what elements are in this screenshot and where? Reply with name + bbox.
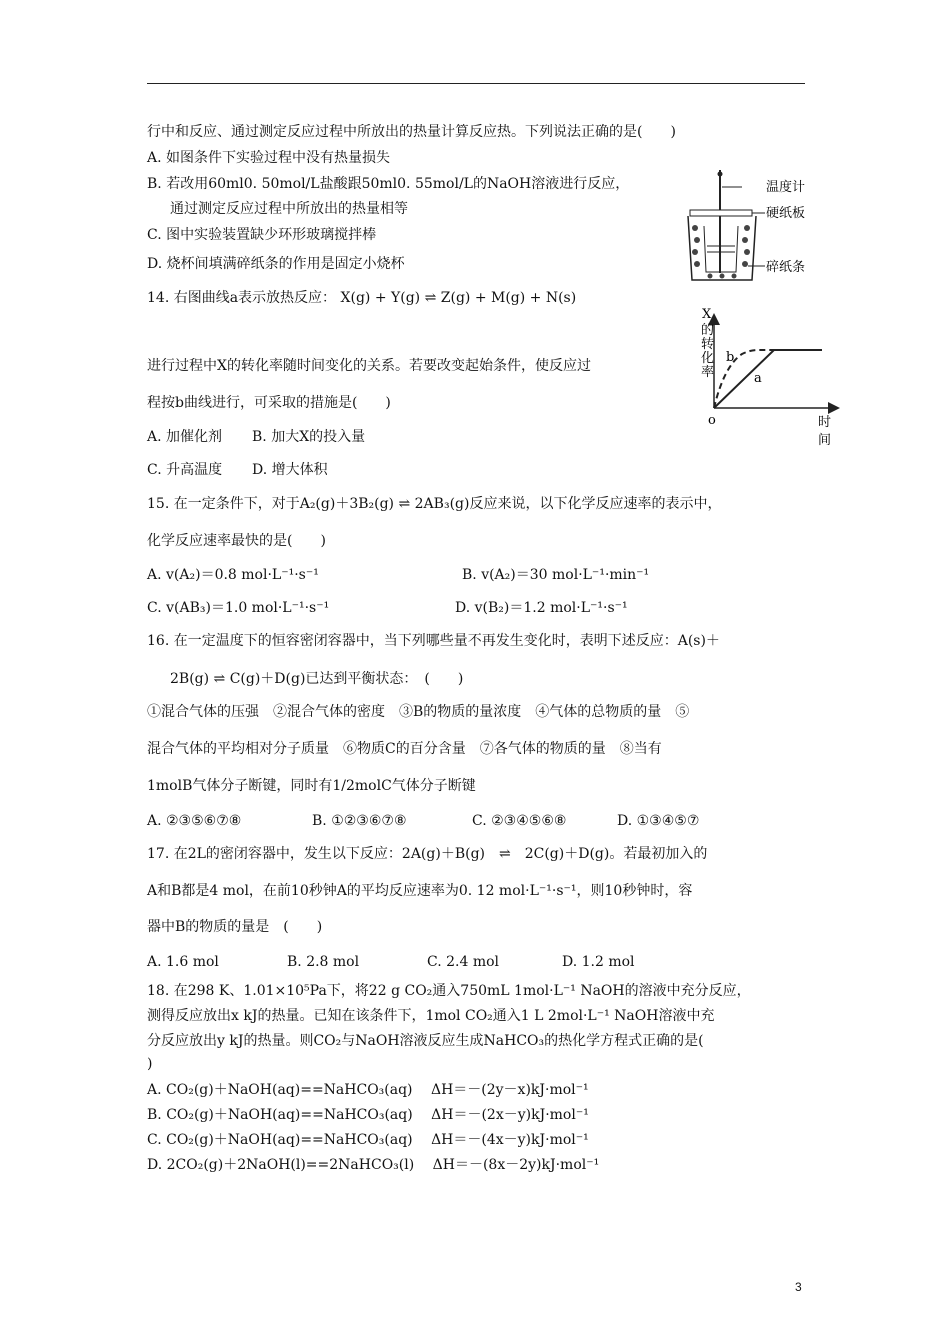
q16-option-a: A. ②③⑤⑥⑦⑧: [147, 813, 242, 829]
x-axis-label-2: 间: [818, 433, 832, 448]
q13-option-b-cont: 通过测定反应过程中所放出的热量相等: [170, 201, 408, 217]
q18-option-d: D. 2CO₂(g)＋2NaOH(l)==2NaHCO₃(l) ΔH＝－(8x－2y)kJ·mol⁻¹: [147, 1157, 600, 1173]
q15-option-c: C. v(AB₃)＝1.0 mol·L⁻¹·s⁻¹: [147, 600, 330, 616]
q16-stem-2: 2B(g) ⇌ C(g)＋D(g)已达到平衡状态： ( ): [170, 671, 464, 687]
q13-option-c: C. 图中实验装置缺少环形玻璃搅拌棒: [147, 227, 377, 243]
q17-stem-3: 器中B的物质的量是 ( ): [147, 919, 323, 935]
q15-option-a: A. v(A₂)＝0.8 mol·L⁻¹·s⁻¹: [147, 567, 319, 583]
q17-option-c: C. 2.4 mol: [427, 954, 500, 970]
q14-options-row1: [147, 428, 365, 446]
paper-scraps-label: 碎纸条: [766, 260, 806, 275]
q16-items-3: 1molB气体分子断键，同时有1/2molC气体分子断键: [147, 778, 476, 794]
q14-stem-3: 程按b曲线进行，可采取的措施是( ): [147, 395, 391, 411]
q17-option-d: D. 1.2 mol: [562, 954, 635, 970]
q17-options: [147, 953, 635, 971]
q18-stem-3: 分反应放出y kJ的热量。则CO₂与NaOH溶液反应生成NaHCO₃的热化学方程式正确的是(: [147, 1033, 704, 1049]
x-axis-label-1: 时: [818, 415, 832, 430]
q15-option-b: B. v(A₂)＝30 mol·L⁻¹·min⁻¹: [462, 567, 650, 583]
origin-label: o: [708, 413, 716, 428]
q14-option-c: C. 升高温度: [147, 462, 223, 478]
y-axis-label-1: 的: [701, 323, 715, 338]
q14-stem-2: 进行过程中X的转化率随时间变化的关系。若要改变起始条件，使反应过: [147, 358, 591, 374]
q14-options-row2: [147, 461, 328, 479]
q16-option-b: B. ①②③⑥⑦⑧: [312, 813, 407, 829]
q17-stem-1: 17. 在2L的密闭容器中，发生以下反应：2A(g)＋B(g) ⇌ 2C(g)＋D(g)。若最初加入的: [147, 846, 708, 862]
cardboard-label: 硬纸板: [766, 206, 806, 221]
q15-options-row2: [147, 599, 628, 617]
q17-option-b: B. 2.8 mol: [287, 954, 360, 970]
q16-stem-1: 16. 在一定温度下的恒容密闭容器中，当下列哪些量不再发生变化时，表明下述反应：A(s)＋: [147, 633, 720, 649]
q16-option-d: D. ①③④⑤⑦: [617, 813, 700, 829]
q13-stem: 行中和反应、通过测定反应过程中所放出的热量计算反应热。下列说法正确的是( ): [147, 124, 676, 140]
q15-options-row1: [147, 566, 649, 584]
q18-stem-4: ): [147, 1056, 153, 1072]
q14-option-a: A. 加催化剂: [147, 429, 223, 445]
y-axis-label-4: 率: [701, 365, 715, 380]
q18-stem-1: 18. 在298 K、1.01×10⁵Pa下，将22 g CO₂通入750mL 1mol·L⁻¹ NaOH的溶液中充分反应，: [147, 983, 751, 999]
q15-option-d: D. v(B₂)＝1.2 mol·L⁻¹·s⁻¹: [455, 600, 628, 616]
q16-items-1: ①混合气体的压强 ②混合气体的密度 ③B的物质的量浓度 ④气体的总物质的量 ⑤: [147, 704, 690, 720]
y-axis-label-2: 转: [701, 337, 715, 352]
q18-option-c: C. CO₂(g)＋NaOH(aq)==NaHCO₃(aq) ΔH＝－(4x－y)kJ·mol⁻¹: [147, 1132, 589, 1148]
conversion-time-graph: [692, 306, 842, 454]
q17-stem-2: A和B都是4 mol，在前10秒钟A的平均反应速率为0. 12 mol·L⁻¹·s⁻¹，则10秒钟时，容: [147, 883, 693, 899]
calorimeter-figure: [680, 168, 820, 288]
q18-stem-2: 测得反应放出x kJ的热量。已知在该条件下，1mol CO₂通入1 L 2mol·L⁻¹ NaOH溶液中充: [147, 1008, 715, 1024]
q14-option-b: B. 加大X的投入量: [252, 429, 366, 445]
q16-option-c: C. ②③④⑤⑥⑧: [472, 813, 567, 829]
q15-stem-2: 化学反应速率最快的是( ): [147, 533, 326, 549]
q18-option-b: B. CO₂(g)＋NaOH(aq)==NaHCO₃(aq) ΔH＝－(2x－y)kJ·mol⁻¹: [147, 1107, 589, 1123]
q13-option-b: B. 若改用60ml0. 50mol/L盐酸跟50ml0. 55mol/L的NaOH溶液进行反应，: [147, 176, 630, 192]
curve-b-label: b: [726, 350, 735, 365]
q16-options: [147, 812, 699, 830]
q13-option-a: A. 如图条件下实验过程中没有热量损失: [147, 150, 391, 166]
q15-stem-1: 15. 在一定条件下，对于A₂(g)＋3B₂(g) ⇌ 2AB₃(g)反应来说，以下化学反应速率的表示中，: [147, 496, 722, 512]
page-number: 3: [795, 1280, 802, 1294]
q17-option-a: A. 1.6 mol: [147, 954, 219, 970]
header-rule: [147, 83, 805, 84]
q14-option-d: D. 增大体积: [252, 462, 328, 478]
q18-option-a: A. CO₂(g)＋NaOH(aq)==NaHCO₃(aq) ΔH＝－(2y－x)kJ·mol⁻¹: [147, 1082, 589, 1098]
y-axis-label-x: X: [702, 307, 712, 322]
q14-stem-1: 14. 右图曲线a表示放热反应： X(g) + Y(g) ⇌ Z(g) + M(g) + N(s): [147, 290, 577, 306]
thermometer-label: 温度计: [766, 180, 806, 195]
q16-items-2: 混合气体的平均相对分子质量 ⑥物质C的百分含量 ⑦各气体的物质的量 ⑧当有: [147, 741, 662, 757]
y-axis-label-3: 化: [701, 351, 715, 366]
q13-option-d: D. 烧杯间填满碎纸条的作用是固定小烧杯: [147, 256, 405, 272]
curve-a-label: a: [754, 371, 762, 386]
